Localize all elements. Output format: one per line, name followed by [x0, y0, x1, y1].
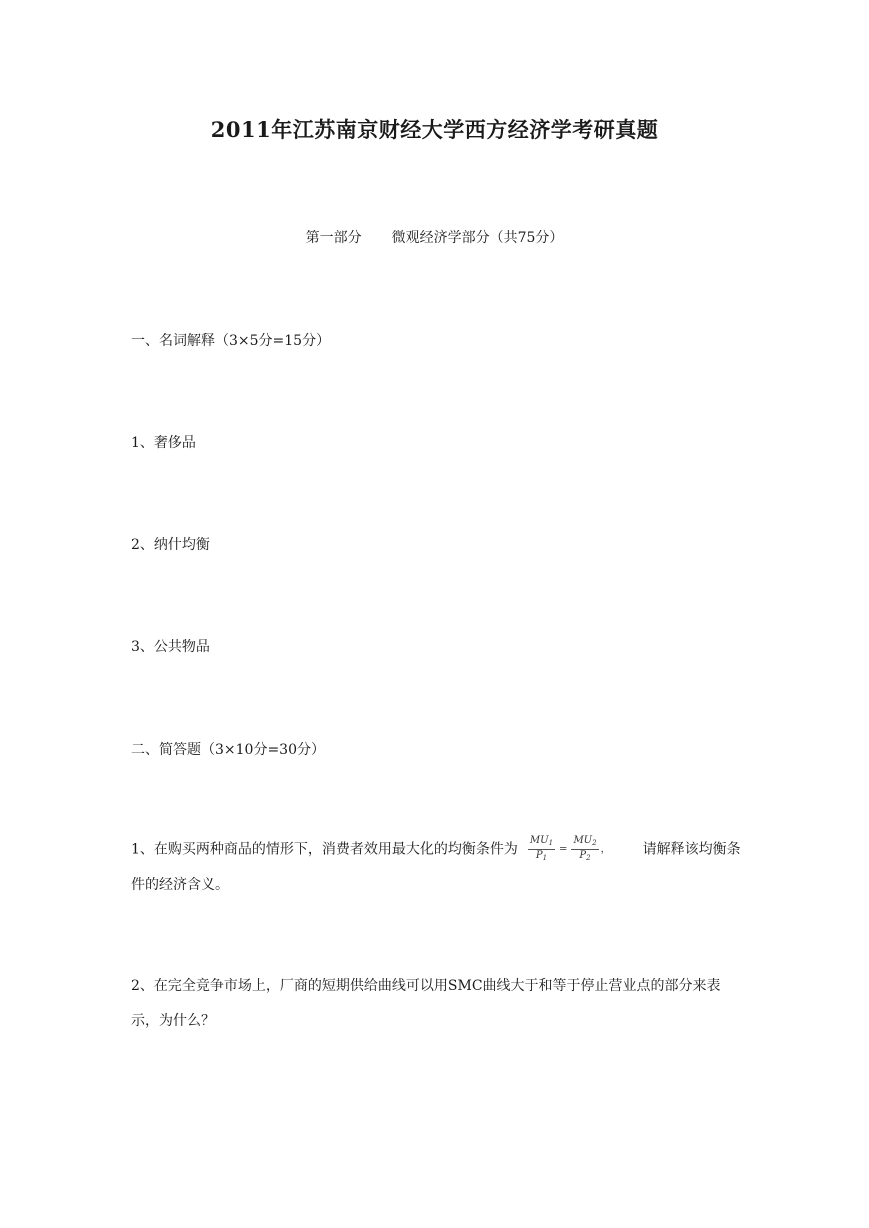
- question-1-text-before: 1、在购买两种商品的情形下，消费者效用最大化的均衡条件为: [131, 841, 518, 858]
- term-item-1: 1、奢侈品: [131, 435, 196, 451]
- question-1: [131, 832, 741, 903]
- document-title: 2011年江苏南京财经大学西方经济学考研真题: [210, 117, 659, 142]
- formula-fraction-2: $\frac{MU_2}{P_2}$: [573, 835, 597, 862]
- term-item-2: 2、纳什均衡: [131, 537, 210, 553]
- section-heading-short-answer: 二、简答题（3×10分=30分）: [131, 742, 325, 758]
- part-name: 微观经济学部分（共75分）: [391, 230, 564, 246]
- formula-fraction-1: $\frac{MU_1}{P_1}$: [529, 835, 554, 862]
- part-label: 第一部分: [305, 230, 362, 246]
- utility-equilibrium-formula: $\frac{MU_1}{P_1}$ = $\frac{MU_2}{P_2}$ ，: [529, 835, 611, 862]
- term-item-3: 3、公共物品: [131, 639, 210, 655]
- question-2: 2、在完全竞争市场上，厂商的短期供给曲线可以用SMC曲线大于和等于停止营业点的部分来表示，为什么？: [131, 978, 721, 1029]
- question-1-text-after: 请解释该均衡条件的经济含义。: [131, 841, 741, 893]
- part-heading: [0, 227, 869, 247]
- section-heading-terms: 一、名词解释（3×5分=15分）: [131, 333, 331, 349]
